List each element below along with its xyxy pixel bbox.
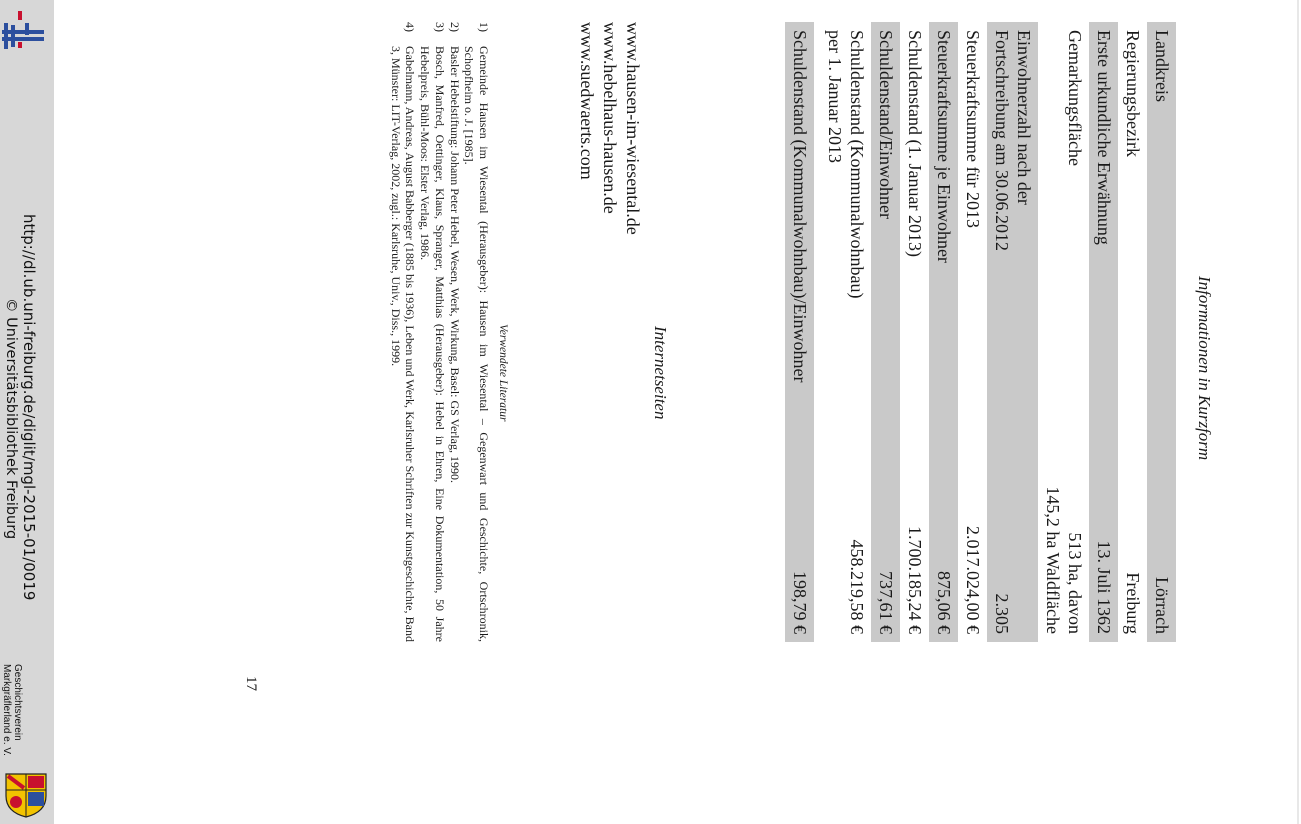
society-label — [0, 664, 54, 774]
table-row — [987, 22, 1038, 642]
banner-url[interactable]: http://dl.ub.uni-freiburg.de/diglit/mgl-2015-01/0019 — [20, 214, 38, 601]
row-value: 198,79 € — [790, 571, 810, 634]
row-value: Freiburg — [1123, 572, 1143, 634]
info-table — [785, 22, 1176, 642]
society-line-1: Geschichtsverein — [12, 664, 23, 741]
reference-item — [388, 22, 417, 642]
row-value-line-2: 145,2 ha Waldfläche — [1043, 486, 1063, 634]
table-row — [929, 22, 958, 642]
row-value-line-1: 513 ha, davon — [1065, 532, 1085, 634]
row-value: 13. Juli 1362 — [1094, 540, 1114, 634]
website-link[interactable]: www.hausen-im-wiesental.de — [623, 22, 643, 235]
reference-number: 2) — [447, 22, 462, 32]
internet-heading: Internetseiten — [651, 326, 670, 420]
university-library-logo — [2, 8, 46, 52]
table-row — [900, 22, 929, 642]
table-row — [785, 22, 814, 642]
reference-number: 3) — [432, 22, 447, 32]
row-label — [991, 30, 1035, 453]
row-value: 737,61 € — [876, 571, 896, 634]
website-link[interactable]: www.suedwaerts.com — [577, 22, 597, 180]
row-label-line-2: Fortschreibung am 30.06.2012 — [992, 30, 1012, 251]
table-row — [871, 22, 900, 642]
library-banner — [0, 0, 54, 824]
table-row — [820, 22, 871, 642]
row-label: Landkreis — [1152, 30, 1172, 102]
banner-copyright: © Universitätsbibliothek Freiburg — [3, 298, 19, 540]
coat-of-arms-icon — [2, 772, 50, 818]
row-value: 2.017.024,00 € — [963, 526, 983, 634]
row-label: Schuldenstand (Kommunalwohnbau)/Einwohner — [790, 30, 810, 383]
reference-list — [388, 22, 491, 642]
reference-item — [462, 22, 491, 642]
reference-item — [447, 22, 462, 642]
reference-number: 1) — [477, 22, 491, 32]
table-row — [1118, 22, 1147, 642]
row-value: 1.700.185,24 € — [905, 526, 925, 634]
row-value — [1042, 486, 1086, 634]
row-value: 2.305 — [992, 593, 1012, 634]
row-label: Schuldenstand (1. Januar 2013) — [905, 30, 925, 257]
table-row — [958, 22, 987, 642]
table-row — [1038, 22, 1089, 642]
table-row — [1089, 22, 1118, 642]
reference-number: 4) — [403, 22, 418, 32]
reference-text: Gemeinde Hausen im Wiesental (Herausgeber): Hausen im Wiesental – Gegenwart und Geschichte, Ortschronik, Schopfheim o. J. [1985]. — [462, 46, 491, 642]
reference-item — [417, 22, 446, 642]
row-label: Schuldenstand/Einwohner — [876, 30, 896, 219]
row-label: Steuerkraftsumme je Einwohner — [934, 30, 954, 263]
row-label-line-1: Einwohnerzahl nach der — [1014, 30, 1034, 205]
website-list — [575, 22, 644, 235]
reference-text: Basler Hebelstiftung: Johann Peter Hebel, Wesen, Werk, Wirkung, Basel: GS Verlag, 1990. — [447, 46, 462, 483]
page-number: 17 — [243, 676, 259, 691]
row-value: 875,06 € — [934, 571, 954, 634]
reference-text: Bosch, Manfred, Oettinger, Klaus, Spranger, Matthias (Herausgeber): Hebel in Ehren, Eine Dokumentation, 50 Jahre Hebelpreis, Bühl-Moos: Elster Verlag, 1986. — [418, 46, 447, 642]
row-value: Lörrach — [1152, 577, 1172, 634]
scanned-page — [114, 22, 1214, 811]
row-label: Steuerkraftsumme für 2013 — [963, 30, 983, 228]
row-label: Erste urkundliche Erwähnung — [1094, 30, 1114, 245]
literature-heading: Verwendete Literatur — [497, 324, 509, 422]
reference-text: Gabelmann, Andreas, August Babberger (1885 bis 1936), Leben und Werk, Karlsruher Schriften zur Kunstgeschichte, Band 3, Münster: LIT-Verlag, 2002, zugl.: Karlsruhe, Univ., Diss., 1999. — [388, 46, 418, 642]
scanned-page-frame — [54, 0, 1299, 824]
row-label — [824, 30, 868, 453]
table-row — [1147, 22, 1176, 642]
page-title: Informationen in Kurzform — [1195, 276, 1214, 461]
row-label-line-2: per 1. Januar 2013 — [825, 30, 845, 163]
row-label: Regierungsbezirk — [1123, 30, 1143, 157]
society-line-2: Markgräflerland e. V. — [1, 664, 12, 756]
row-value: 458.219,58 € — [847, 539, 867, 634]
row-label: Gemarkungsfläche — [1065, 30, 1085, 166]
website-link[interactable]: www.hebelhaus-hausen.de — [600, 22, 620, 214]
row-label-line-1: Schuldenstand (Kommunalwohnbau) — [847, 30, 867, 299]
